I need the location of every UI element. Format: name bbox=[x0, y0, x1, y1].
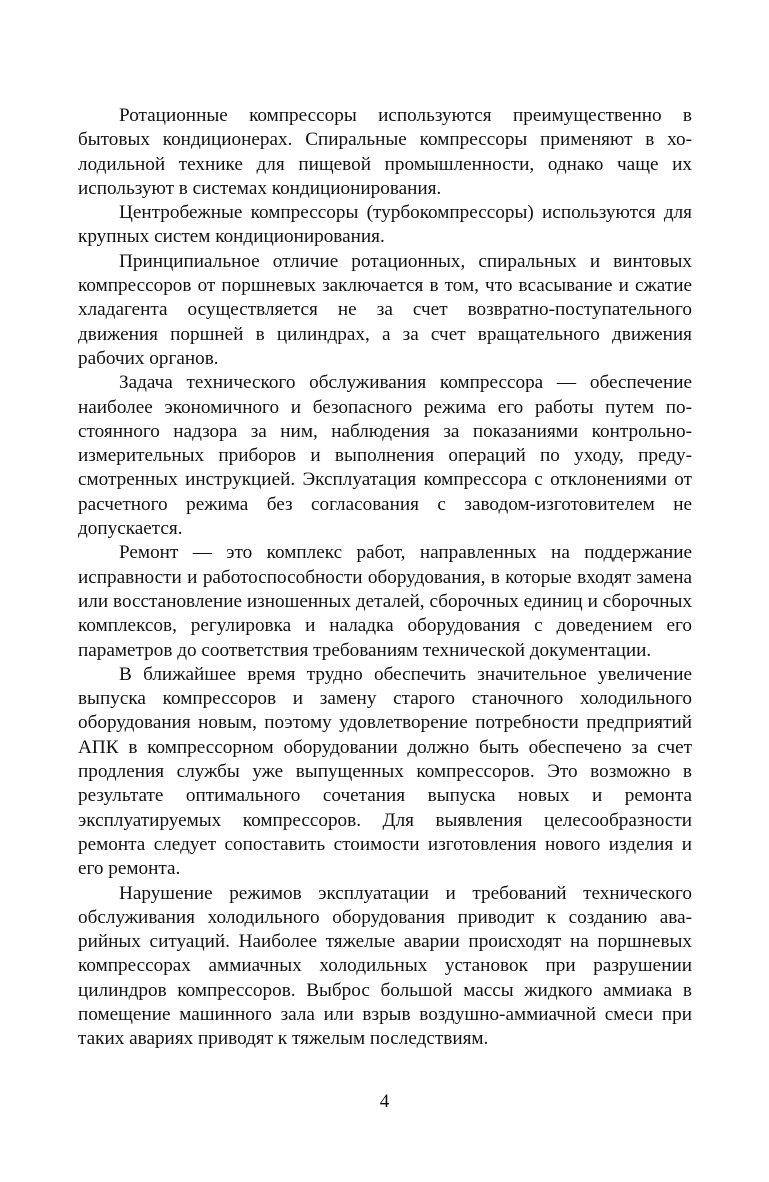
page-body bbox=[78, 104, 692, 1052]
page-number: 4 bbox=[379, 1091, 390, 1112]
paragraph-repair-definition: Ремонт — это комплекс работ, направленных на поддержание исправности и работоспособности оборудования, в которые входят замена или восстановление изношенных деталей, сборочных единиц и сборочных комплексов, регулировка и наладка оборудования с доведением его параметров до соответствия требованиям технической документации. bbox=[78, 542, 692, 661]
paragraph-maintenance-task: Задача технического обслуживания компрессора — обеспечение наиболее экономичного и безопасного режима его работы путем постоянного надзора за ним, наблюдения за показаниями контрольно-измерительных приборов и выполнения операций по уходу, предусмотренных инструкцией. Эксплуатация компрессора с отклонениями от расчетного режима без согласования с заводом-изготовителем не допускается. bbox=[78, 372, 692, 540]
paragraph-rotary-compressors: Ротационные компрессоры используются преимущественно в бытовых кондиционерах. Спиральные компрессоры применяют в холодильной технике для пищевой промышленности, однако чаще их используют в системах кондиционирования. bbox=[78, 105, 692, 199]
paragraph-centrifugal-compressors: Центробежные компрессоры (турбокомпрессоры) используются для крупных систем кондиционирования. bbox=[78, 202, 692, 248]
paragraph-principal-difference: Принципиальное отличие ротационных, спиральных и винтовых компрессоров от поршневых заключается в том, что всасывание и сжатие хладагента осуществляется не за счет возвратно-поступательного движения поршней в цилиндрах, а за счет вращательного движения рабочих органов. bbox=[78, 250, 692, 369]
paragraph-near-future: В ближайшее время трудно обеспечить значительное увеличение выпуска компрессоров и замену старого станочного холодильного оборудования новым, поэтому удовлетворение потребности предприятий АПК в компрессорном оборудовании должно быть обеспечено за счет продления службы уже выпущенных компрессоров. Это возможно в результате оптимального сочетания выпуска новых и ремонта эксплуатируемых компрессоров. Для выявления целесообразности ремонта следует сопоставить стоимости изготовления нового изделия и его ремонта. bbox=[78, 663, 692, 880]
paragraph-violations-accidents: Нарушение режимов эксплуатации и требований технического обслуживания холодильного оборудования приводит к созданию аварийных ситуаций. Наиболее тяжелые аварии происходят на поршневых компрессорах аммиачных холодильных установок при разрушении цилиндров компрессоров. Выброс большой массы жидкого аммиака в помещение машинного зала или взрыв воздушно-аммиачной смеси при таких авариях приводят к тяжелым последствиям. bbox=[78, 882, 692, 1050]
